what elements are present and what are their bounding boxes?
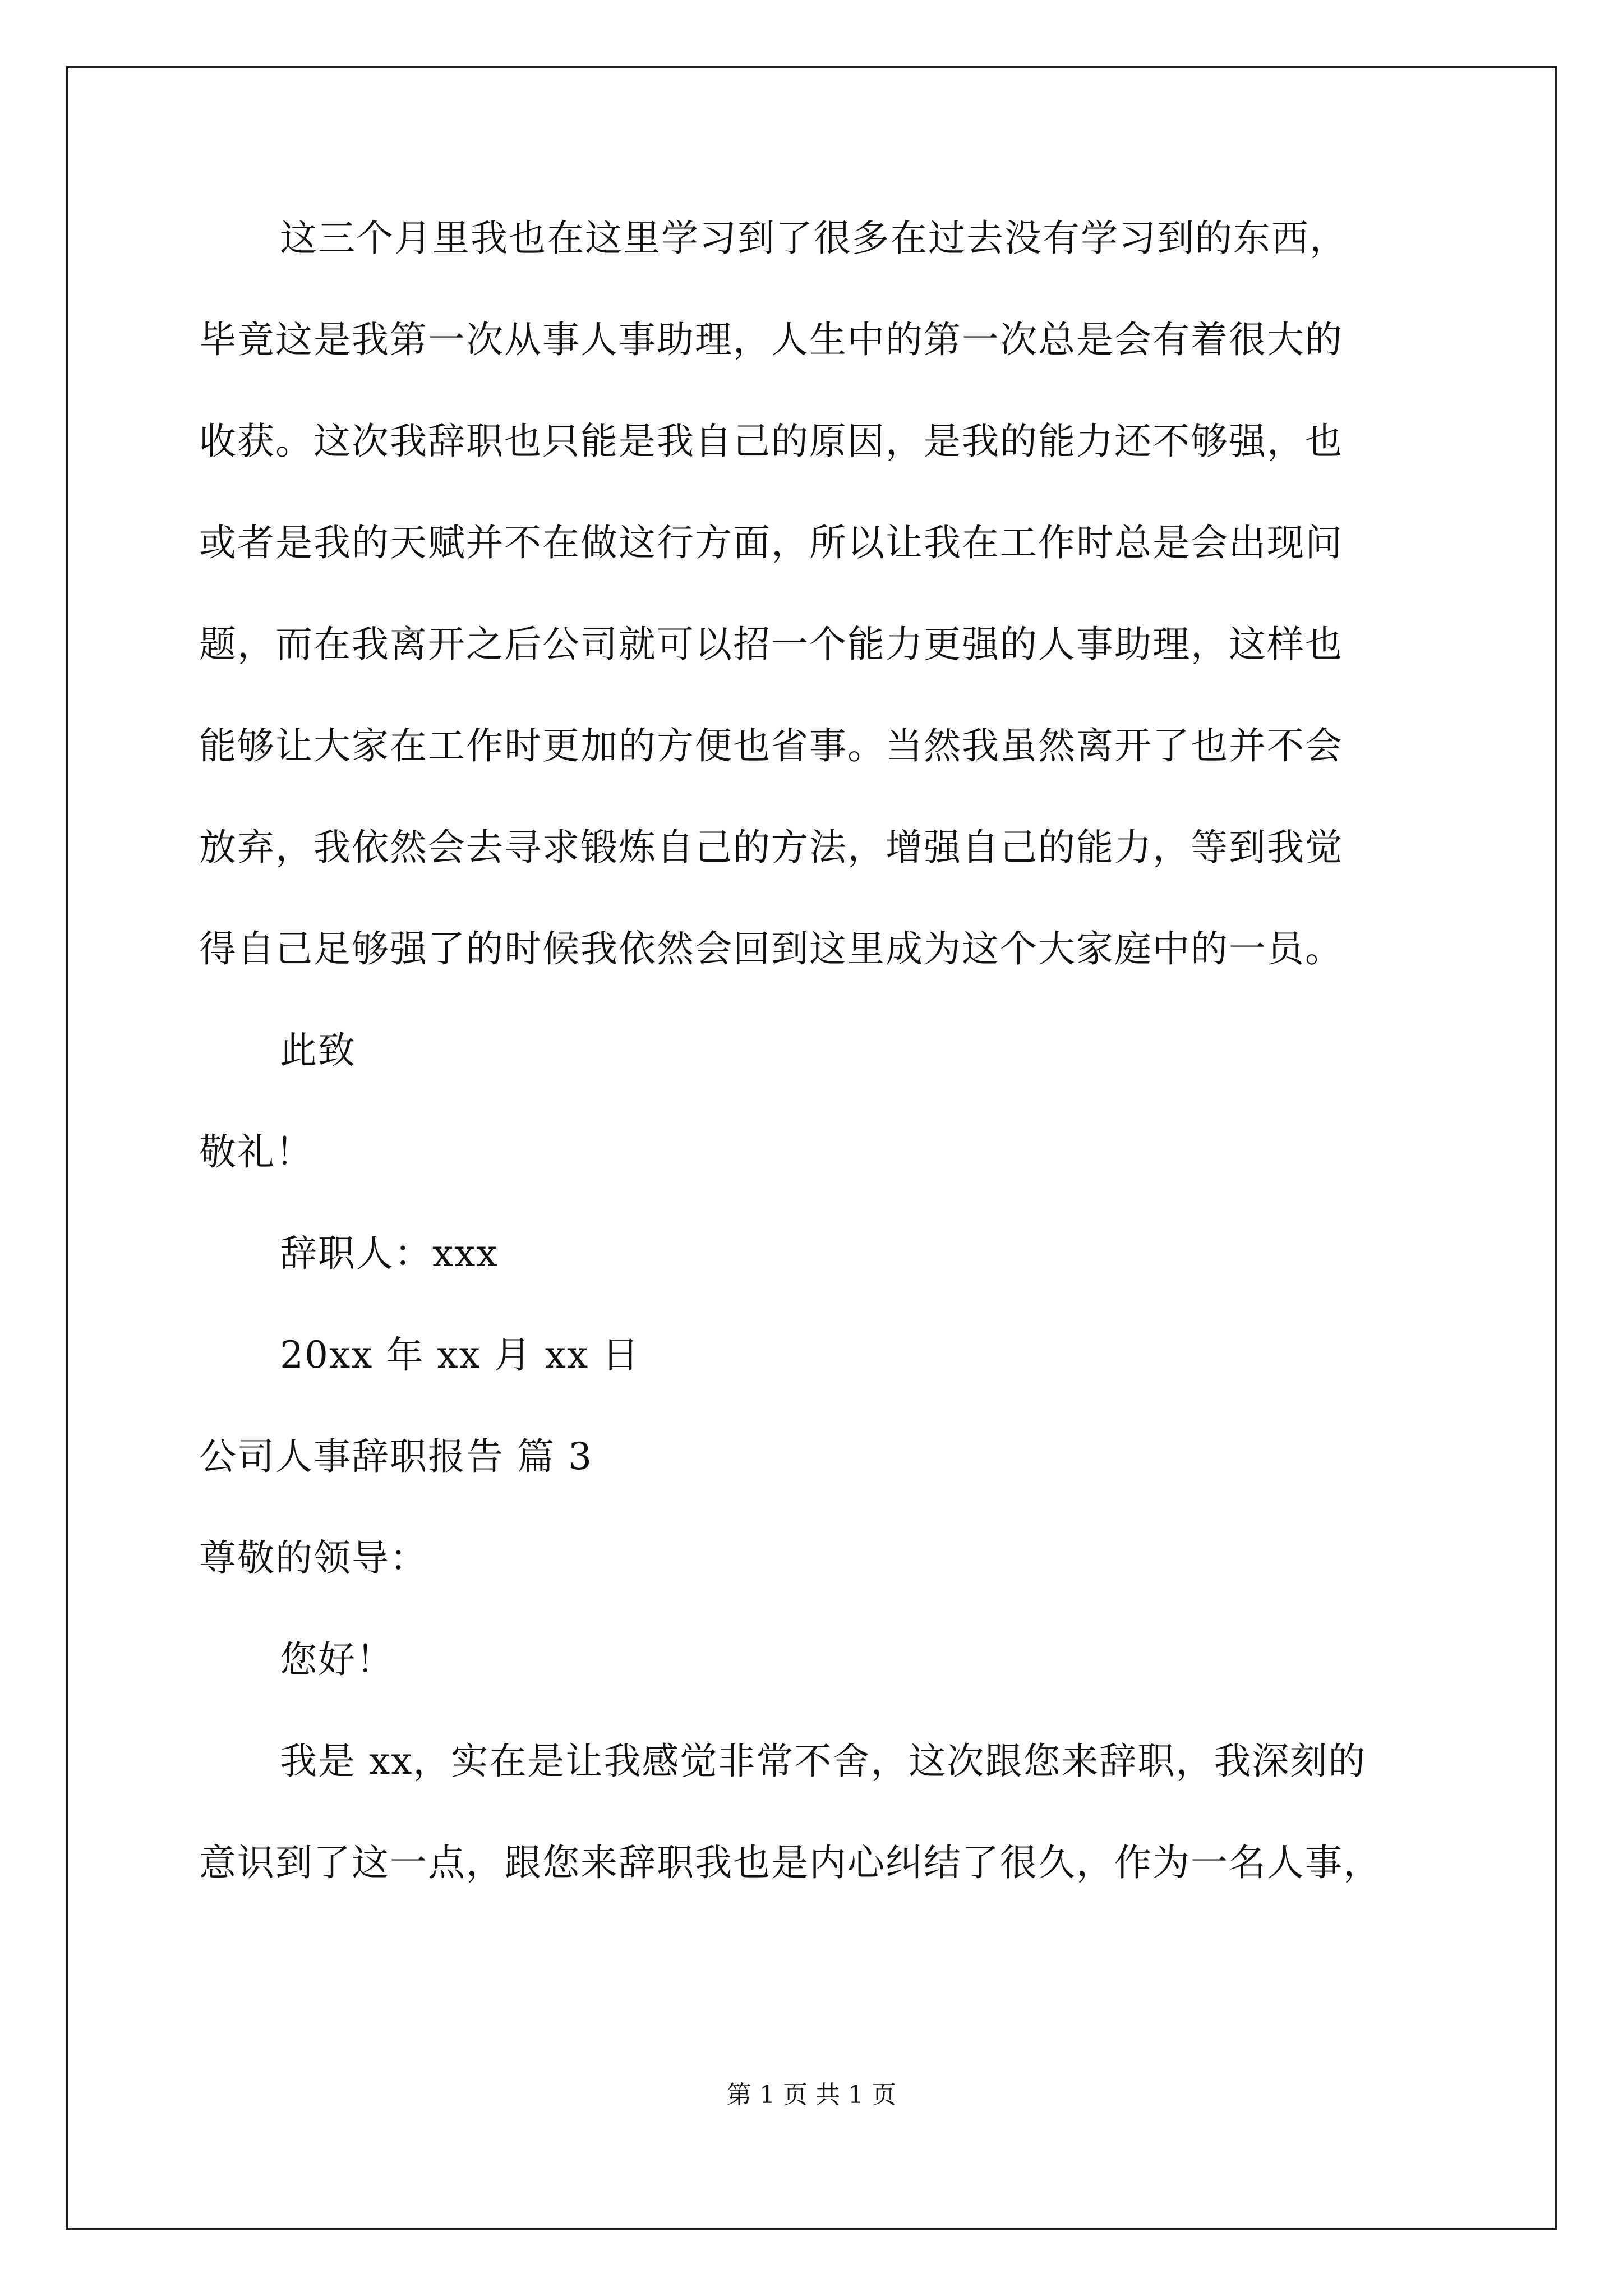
page-number-footer: 第 1 页 共 1 页 [727, 2081, 896, 2109]
addressee-line: 尊敬的领导： [199, 1536, 428, 1580]
body-text-line: 意识到了这一点，跟您来辞职我也是内心纠结了很久，作为一名人事， [199, 1841, 1381, 1884]
body-text-line: 或者是我的天赋并不在做这行方面，所以让我在工作时总是会出现问 [199, 521, 1343, 564]
document-body [199, 213, 1427, 1939]
body-text-line: 这三个月里我也在这里学习到了很多在过去没有学习到的东西， [280, 217, 1348, 260]
body-text-line: 得自己足够强了的时候我依然会回到这里成为这个大家庭中的一员。 [199, 927, 1343, 970]
body-text-line: 题，而在我离开之后公司就可以招一个能力更强的人事助理，这样也 [199, 623, 1343, 666]
body-text-line: 收获。这次我辞职也只能是我自己的原因，是我的能力还不够强，也 [199, 420, 1343, 463]
date-line: 20xx 年 xx 月 xx 日 [280, 1333, 640, 1377]
body-text-line: 我是 xx，实在是让我感觉非常不舍，这次跟您来辞职，我深刻的 [280, 1740, 1367, 1783]
section-title: 公司人事辞职报告 篇 3 [199, 1435, 593, 1478]
closing-salutation: 此致 [280, 1029, 356, 1072]
greeting-line: 您好！ [280, 1638, 394, 1681]
closing-respect: 敬礼！ [199, 1130, 313, 1174]
body-text-line: 毕竟这是我第一次从事人事助理，人生中的第一次总是会有着很大的 [199, 318, 1343, 361]
body-text-line: 能够让大家在工作时更加的方便也省事。当然我虽然离开了也并不会 [199, 724, 1343, 767]
signer-line: 辞职人：xxx [280, 1232, 499, 1275]
body-text-line: 放弃，我依然会去寻求锻炼自己的方法，增强自己的能力，等到我觉 [199, 826, 1343, 869]
